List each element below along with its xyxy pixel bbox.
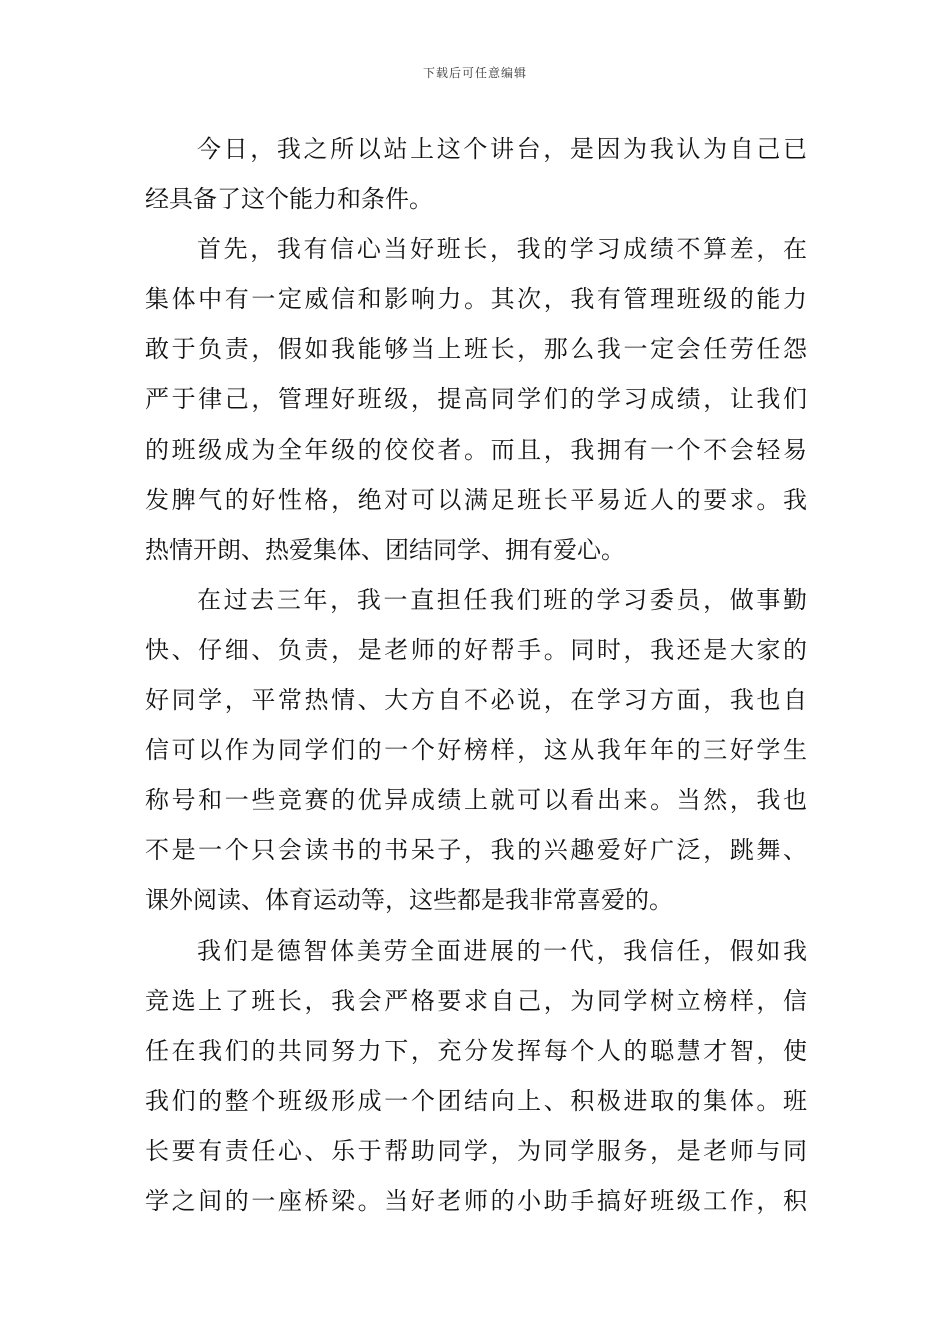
paragraph-line: 任在我们的共同努力下，充分发挥每个人的聪慧才智，使: [145, 1036, 807, 1065]
paragraph-line: 好同学，平常热情、大方自不必说，在学习方面，我也自: [145, 686, 807, 715]
document-body: [145, 124, 807, 1226]
paragraph-line: 集体中有一定威信和影响力。其次，我有管理班级的能力: [145, 285, 807, 314]
paragraph-line: 长要有责任心、乐于帮助同学，为同学服务，是老师与同: [145, 1136, 807, 1165]
paragraph-line: 在过去三年，我一直担任我们班的学习委员，做事勤: [197, 585, 807, 614]
paragraph-line: 严于律己，管理好班级，提高同学们的学习成绩，让我们: [145, 385, 807, 414]
paragraph-line: 敢于负责，假如我能够当上班长，那么我一定会任劳任怨: [145, 335, 807, 364]
paragraph-line: 学之间的一座桥梁。当好老师的小助手搞好班级工作，积: [145, 1186, 807, 1215]
paragraph-line: 称号和一些竞赛的优异成绩上就可以看出来。当然，我也: [145, 786, 807, 815]
paragraph-line: 我们是德智体美劳全面进展的一代，我信任，假如我: [197, 936, 807, 965]
paragraph-line: 不是一个只会读书的书呆子，我的兴趣爱好广泛，跳舞、: [145, 836, 807, 865]
paragraph-line: 快、仔细、负责，是老师的好帮手。同时，我还是大家的: [145, 635, 807, 664]
paragraph-line: 竞选上了班长，我会严格要求自己，为同学树立榜样，信: [145, 986, 807, 1015]
paragraph-line: 的班级成为全年级的佼佼者。而且，我拥有一个不会轻易: [145, 435, 807, 464]
paragraph-line: 首先，我有信心当好班长，我的学习成绩不算差，在: [197, 235, 807, 264]
paragraph-line: 今日，我之所以站上这个讲台，是因为我认为自己已: [197, 135, 807, 163]
paragraph-line: 我们的整个班级形成一个团结向上、积极进取的集体。班: [145, 1086, 807, 1115]
page-header: 下载后可任意编辑: [422, 66, 527, 80]
paragraph-line: 课外阅读、体育运动等，这些都是我非常喜爱的。: [145, 886, 673, 915]
paragraph-line: 经具备了这个能力和条件。: [145, 185, 433, 214]
paragraph-line: 发脾气的好性格，绝对可以满足班长平易近人的要求。我: [145, 485, 807, 514]
paragraph-line: 热情开朗、热爱集体、团结同学、拥有爱心。: [145, 535, 625, 564]
paragraph-line: 信可以作为同学们的一个好榜样，这从我年年的三好学生: [145, 736, 807, 765]
